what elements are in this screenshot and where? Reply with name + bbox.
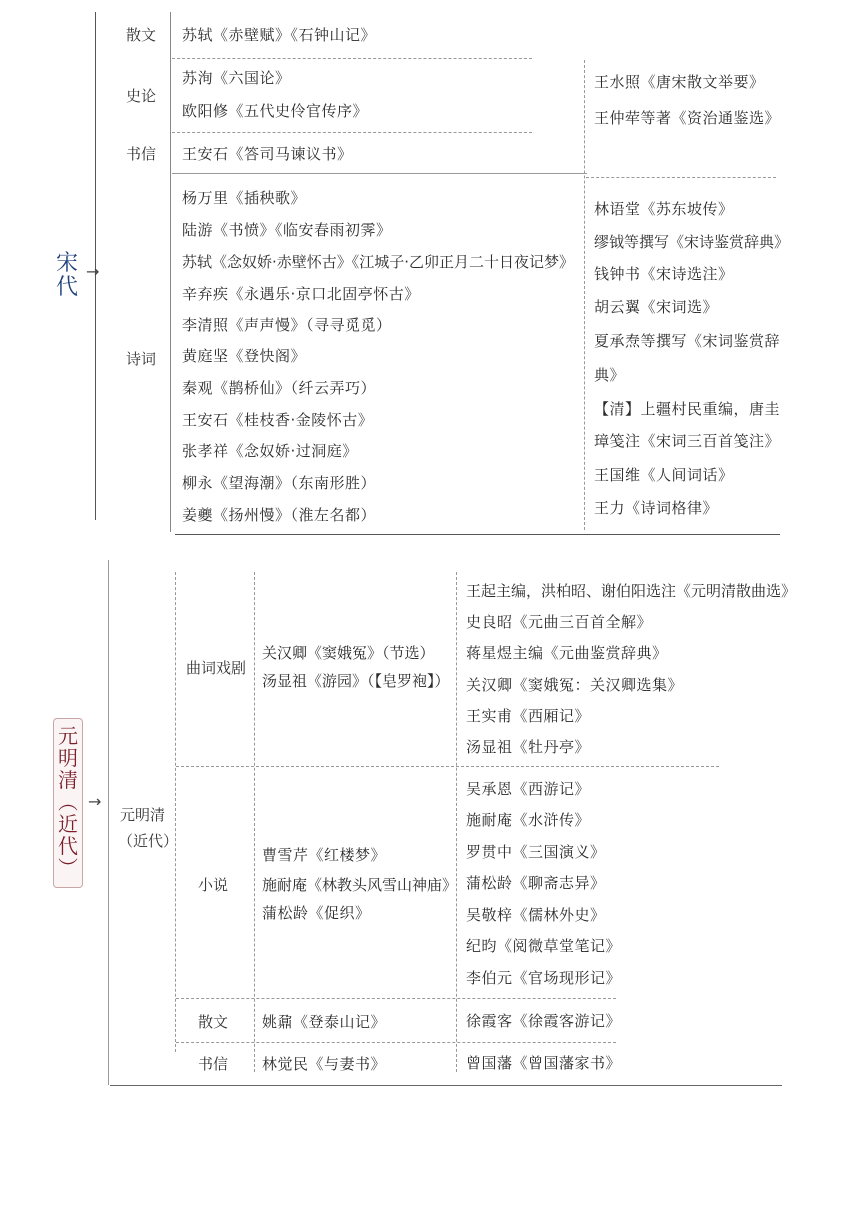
- divider: [586, 177, 776, 178]
- divider: [176, 998, 616, 999]
- ymq-inner-divider: [175, 572, 176, 1052]
- divider: [110, 1085, 782, 1086]
- ymq-ref-divider: [456, 572, 457, 1072]
- category-quci: 曲词戏剧: [186, 659, 247, 677]
- ref-item: 王国维《人间词话》: [594, 466, 734, 484]
- work-item: 苏轼《念奴娇·赤壁怀古》《江城子·乙卯正月二十日夜记梦》: [182, 253, 575, 271]
- work-item: 杨万里《插秧歌》: [182, 189, 307, 207]
- work-item: 林觉民《与妻书》: [262, 1055, 387, 1073]
- work-item: 苏轼《赤壁赋》《石钟山记》: [182, 26, 377, 44]
- work-item: 陆游《书愤》《临安春雨初霁》: [182, 221, 392, 239]
- arrow-right-icon: →: [88, 792, 102, 811]
- ref-item: 林语堂《苏东坡传》: [594, 200, 734, 218]
- work-item: 曹雪芹《红楼梦》: [262, 846, 387, 864]
- category-shuxin: 书信: [126, 145, 157, 163]
- song-ref-divider: [584, 60, 585, 530]
- ref-item: 王仲荦等著《资治通鉴选》: [594, 109, 781, 127]
- era-label-ymq: [53, 718, 83, 888]
- category-shuxin-ymq: 书信: [198, 1055, 229, 1073]
- era-char: 近: [58, 812, 78, 836]
- era-char: 明: [58, 746, 78, 770]
- mid-label-ymq-sub: （近代）: [118, 832, 179, 850]
- ymq-bracket-line: [108, 560, 109, 1085]
- work-item: 辛弃疾《永遇乐·京口北固亭怀古》: [182, 285, 420, 303]
- work-item: 秦观《鹊桥仙》（纤云弄巧）: [182, 379, 377, 397]
- work-item: 苏洵《六国论》: [182, 69, 291, 87]
- ref-item: 胡云翼《宋词选》: [594, 298, 719, 316]
- ref-item: 王起主编，洪柏昭、谢伯阳选注《元明清散曲选》: [466, 582, 797, 600]
- ref-item: 蒋星煜主编《元曲鉴赏辞典》: [466, 644, 668, 662]
- category-xiaoshuo: 小说: [198, 876, 229, 894]
- work-item: 欧阳修《五代史伶官传序》: [182, 102, 369, 120]
- work-item: 张孝祥《念奴娇·过洞庭》: [182, 442, 358, 460]
- ref-item: 汤显祖《牡丹亭》: [466, 738, 591, 756]
- era-char: 清: [58, 768, 78, 792]
- song-inner-divider: [170, 12, 171, 532]
- work-item: 蒲松龄《促织》: [262, 904, 371, 922]
- divider: [175, 534, 780, 535]
- ref-item: 李伯元《官场现形记》: [466, 969, 622, 987]
- divider: [172, 58, 532, 59]
- ref-item: 曾国藩《曾国藩家书》: [466, 1054, 622, 1072]
- era-label-song: 宋代: [55, 251, 78, 300]
- work-item: 李清照《声声慢》（寻寻觅觅）: [182, 316, 392, 334]
- work-item: 王安石《桂枝香·金陵怀古》: [182, 411, 374, 429]
- category-shilun: 史论: [126, 87, 157, 105]
- ref-item: 典》: [594, 366, 626, 384]
- divider: [172, 173, 587, 174]
- work-item: 汤显祖《游园》（【皂罗袍】）: [262, 672, 450, 690]
- work-item: 王安石《答司马谏议书》: [182, 145, 353, 163]
- era-char: 元: [58, 724, 78, 748]
- work-item: 施耐庵《林教头风雪山神庙》: [262, 876, 458, 894]
- ref-item: 史良昭《元曲三百首全解》: [466, 613, 653, 631]
- category-sanwen: 散文: [126, 26, 157, 44]
- ref-item: 施耐庵《水浒传》: [466, 811, 591, 829]
- ref-item: 吴敬梓《儒林外史》: [466, 906, 606, 924]
- era-char: 代: [58, 834, 78, 858]
- ref-item: 钱钟书《宋诗选注》: [594, 265, 734, 283]
- ref-item: 关汉卿《窦娥冤：关汉卿选集》: [466, 676, 684, 694]
- ref-item: 纪昀《阅微草堂笔记》: [466, 937, 622, 955]
- work-item: 姜夔《扬州慢》（淮左名都）: [182, 506, 377, 524]
- ref-item: 缪钺等撰写《宋诗鉴赏辞典》: [594, 233, 790, 251]
- category-sanwen-ymq: 散文: [198, 1013, 229, 1031]
- ref-item: 吴承恩《西游记》: [466, 780, 591, 798]
- ref-item: 蒲松龄《聊斋志异》: [466, 874, 606, 892]
- divider: [176, 766, 719, 767]
- ref-item: 夏承焘等撰写《宋词鉴赏辞: [594, 332, 781, 350]
- ref-item: 徐霞客《徐霞客游记》: [466, 1012, 622, 1030]
- category-shici: 诗词: [126, 350, 157, 368]
- mid-label-ymq: 元明清: [120, 806, 166, 824]
- ref-item: 璋笺注《宋词三百首笺注》: [594, 432, 781, 450]
- ymq-work-divider: [254, 572, 255, 1072]
- era-char: ︶: [58, 856, 78, 880]
- divider: [172, 132, 532, 133]
- ref-item: 王水照《唐宋散文举要》: [594, 73, 765, 91]
- ref-item: 罗贯中《三国演义》: [466, 843, 606, 861]
- work-item: 姚鼐《登泰山记》: [262, 1013, 387, 1031]
- ref-item: 王实甫《西厢记》: [466, 707, 591, 725]
- work-item: 柳永《望海潮》（东南形胜）: [182, 474, 377, 492]
- ref-item: 王力《诗词格律》: [594, 499, 719, 517]
- ref-item: 【清】上疆村民重编，唐圭: [594, 400, 781, 418]
- work-item: 黄庭坚《登快阁》: [182, 347, 307, 365]
- era-char: ︵: [58, 790, 78, 814]
- divider: [176, 1042, 616, 1043]
- work-item: 关汉卿《窦娥冤》（节选）: [262, 644, 435, 662]
- arrow-right-icon: →: [86, 262, 100, 281]
